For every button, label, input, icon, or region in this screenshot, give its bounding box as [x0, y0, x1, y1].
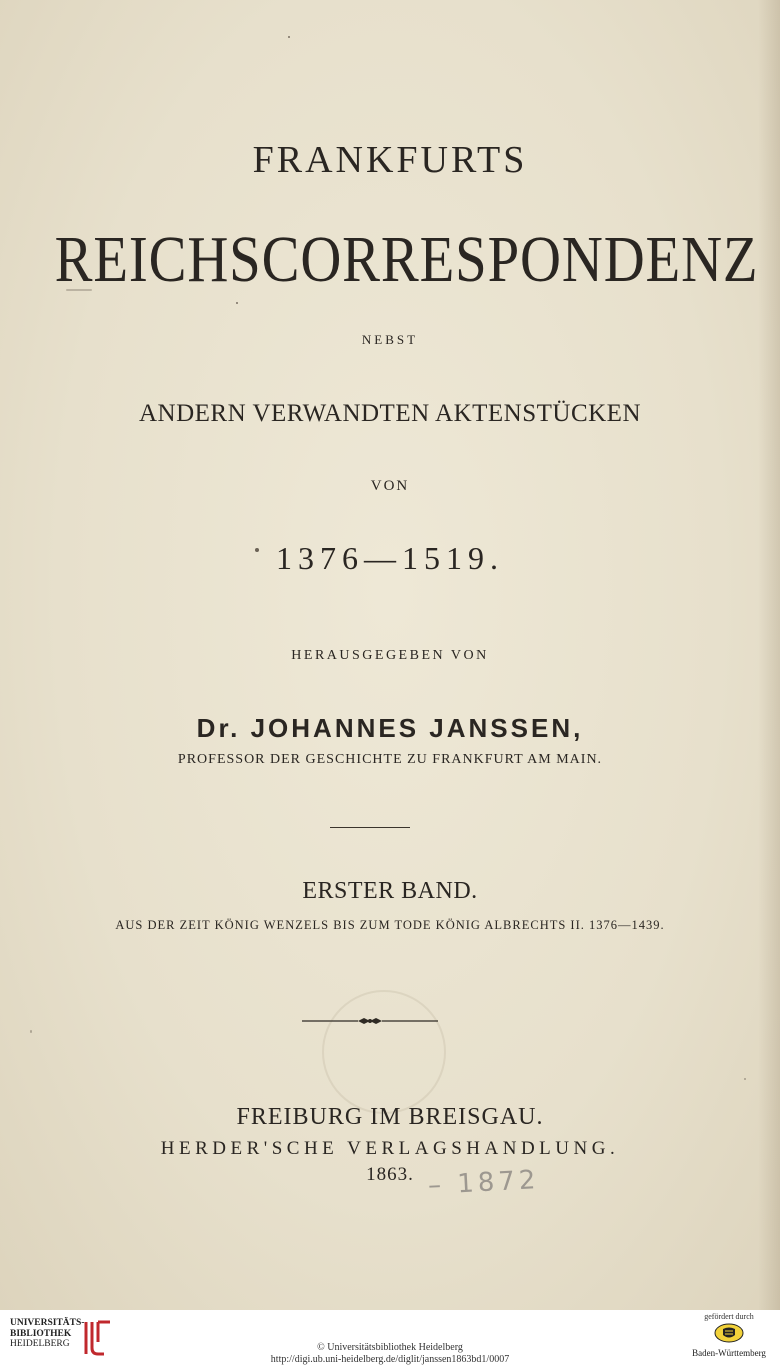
- volume-title: ERSTER BAND.: [302, 878, 478, 904]
- imprint-year: 1863.: [366, 1164, 414, 1185]
- editor-intro: HERAUSGEGEBEN VON: [291, 648, 489, 663]
- library-name-line1: UNIVERSITÄTS-: [10, 1318, 85, 1328]
- ornament-divider-icon: [300, 1014, 440, 1028]
- title-line-reichscorrespondenz: REICHSCORRESPONDENZ: [54, 223, 759, 296]
- paper-mark: [66, 289, 92, 291]
- imprint-publisher: HERDER'SCHE VERLAGSHANDLUNG.: [160, 1138, 620, 1159]
- funder-name: Baden-Württemberg: [692, 1348, 766, 1358]
- title-line-nebst: NEBST: [361, 332, 419, 347]
- baden-wuerttemberg-seal-icon: [714, 1323, 744, 1343]
- volume-subtitle: AUS DER ZEIT KÖNIG WENZELS BIS ZUM TODE KÖNIG ALBRECHTS II. 1376—1439.: [115, 918, 665, 932]
- copyright-notice: © Universitätsbibliothek Heidelberg: [317, 1342, 463, 1353]
- title-line-frankfurts: FRANKFURTS: [252, 139, 528, 181]
- faint-stamp: [322, 990, 446, 1114]
- library-name-line3: HEIDELBERG: [10, 1339, 70, 1349]
- permalink[interactable]: http://digi.ub.uni-heidelberg.de/diglit/janssen1863bd1/0007: [270, 1354, 510, 1365]
- separator-rule: [330, 827, 410, 828]
- paper-speck: [30, 1030, 32, 1033]
- title-line-aktenstuecken: ANDERN VERWANDTEN AKTENSTÜCKEN: [138, 400, 642, 427]
- funder-block[interactable]: [682, 1312, 776, 1358]
- title-line-von: VON: [370, 478, 410, 494]
- paper-speck: [236, 302, 238, 304]
- library-name-line2: BIBLIOTHEK: [10, 1328, 72, 1339]
- paper-speck: [744, 1078, 746, 1080]
- editor-role: PROFESSOR DER GESCHICHTE ZU FRANKFURT AM MAIN.: [177, 752, 603, 767]
- funded-by-label: gefördert durch: [704, 1312, 754, 1321]
- title-years: 1376—1519.: [276, 540, 504, 576]
- imprint-place: FREIBURG IM BREISGAU.: [236, 1104, 544, 1130]
- handwritten-note: – 1872: [427, 1165, 541, 1201]
- paper-speck: [288, 36, 290, 38]
- editor-name: Dr. JOHANNES JANSSEN,: [196, 713, 584, 743]
